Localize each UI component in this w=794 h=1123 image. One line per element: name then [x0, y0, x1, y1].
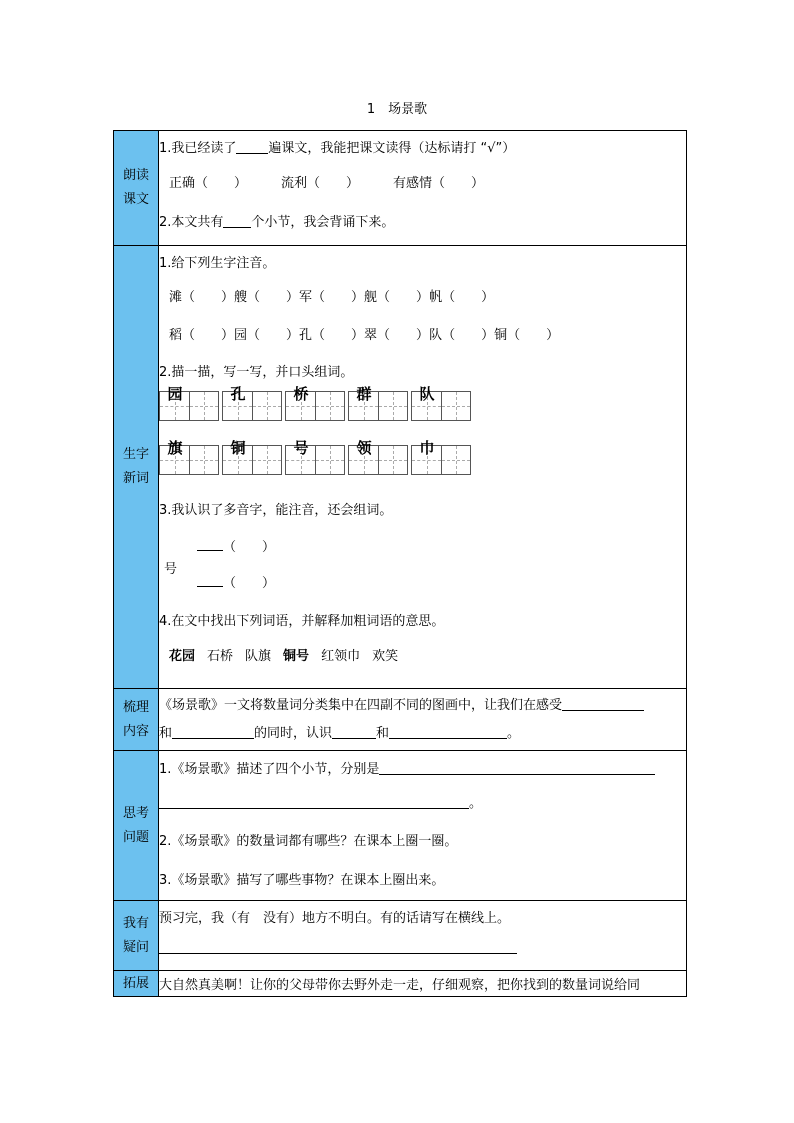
worksheet-table — [113, 130, 687, 997]
pinyin-yuan[interactable]: 园（ ） — [234, 327, 300, 343]
grid-cell-trace: 旗 — [159, 445, 189, 475]
summary-blank-3[interactable] — [332, 724, 376, 739]
summary-blank-2[interactable] — [172, 724, 254, 739]
vocab-word: 花园 — [169, 648, 196, 664]
vocab-word: 铜号 — [283, 648, 310, 664]
summary-blank-1[interactable] — [562, 696, 644, 711]
grid-cell-write[interactable] — [441, 445, 471, 475]
grid-cell-trace: 桥 — [285, 391, 315, 421]
grid-cell-trace: 铜 — [222, 445, 252, 475]
think-q3: 3.《场景歌》描写了哪些事物？在课本上圈出来。 — [159, 872, 445, 888]
doubt-blank[interactable] — [159, 939, 517, 954]
pinyin-dui[interactable]: 队（ ） — [429, 327, 495, 343]
read-q2: 2.本文共有 个小节，我会背诵下来。 — [159, 214, 395, 230]
grid-cell-write[interactable] — [378, 445, 408, 475]
writing-grid-row-1 — [159, 385, 686, 428]
read-options — [159, 161, 686, 201]
grid-cell-trace: 领 — [348, 445, 378, 475]
words-q4: 4.在文中找出下列词语，并解释加粗词语的意思。 — [159, 613, 445, 629]
option-correct[interactable]: 正确（ ） — [169, 175, 248, 191]
vocab-word: 红领巾 — [321, 648, 361, 664]
polyphone-pinyin-paren[interactable]: （ ） — [223, 576, 276, 591]
section-extend — [114, 971, 687, 997]
pinyin-jian[interactable]: 舰（ ） — [364, 289, 430, 305]
section-summary — [114, 689, 687, 751]
extend-text: 大自然真美啊！让你的父母带你去野外走一走，仔细观察，把你找到的数量词说给同 — [159, 977, 641, 993]
summary-blank-4[interactable] — [389, 724, 507, 739]
pinyin-kong[interactable]: 孔（ ） — [299, 327, 365, 343]
section-label-read: 朗读 课文 — [114, 131, 159, 246]
polyphone-answer-1 — [197, 536, 275, 555]
section-label-words: 生字 新词 — [114, 246, 159, 689]
grid-cell-trace: 孔 — [222, 391, 252, 421]
pinyin-tong[interactable]: 铜（ ） — [494, 327, 560, 343]
pinyin-cui[interactable]: 翠（ ） — [364, 327, 430, 343]
section-read — [114, 131, 687, 246]
grid-cell-write[interactable] — [252, 391, 282, 421]
section-words — [114, 246, 687, 689]
page-title: 1 场景歌 — [366, 102, 428, 117]
option-emotion[interactable]: 有感情（ ） — [393, 175, 485, 191]
option-fluent[interactable]: 流利（ ） — [281, 175, 360, 191]
grid-cell-write[interactable] — [315, 445, 345, 475]
vocab-word: 队旗 — [245, 648, 272, 664]
doubt-answer-line — [159, 931, 686, 961]
pinyin-tan[interactable]: 滩（ ） — [169, 289, 235, 305]
summary-line-1: 《场景歌》一文将数量词分类集中在四副不同的图画中，让我们在感受 — [159, 689, 686, 717]
section-label-summary: 梳理 内容 — [114, 689, 159, 751]
grid-cell-write[interactable] — [252, 445, 282, 475]
grid-cell-trace: 园 — [159, 391, 189, 421]
think-q1: 1.《场景歌》描述了四个小节，分别是 — [159, 751, 686, 783]
grid-cell-trace: 群 — [348, 391, 378, 421]
section-label-extend: 拓展 — [114, 971, 159, 997]
grid-cell-write[interactable] — [315, 391, 345, 421]
pinyin-sou[interactable]: 艘（ ） — [234, 289, 300, 305]
read-count-blank[interactable] — [236, 139, 268, 154]
think-blank-1[interactable] — [379, 760, 655, 775]
grid-cell-write[interactable] — [378, 391, 408, 421]
grid-cell-write[interactable] — [189, 391, 219, 421]
section-doubt — [114, 901, 687, 971]
polyphone-answer-2 — [197, 572, 275, 591]
think-q2: 2.《场景歌》的数量词都有哪些？在课本上圈一圈。 — [159, 833, 458, 849]
grid-cell-trace: 号 — [285, 445, 315, 475]
think-q1-cont: 。 — [159, 783, 686, 819]
grid-cell-write[interactable] — [441, 391, 471, 421]
writing-grid-row-2 — [159, 439, 686, 482]
read-q1: 1.我已经读了 遍课文，我能把课文读得（达标请打 “√”） — [159, 140, 516, 156]
polyphone-char: 号 — [164, 562, 178, 577]
grid-cell-write[interactable] — [189, 445, 219, 475]
words-q2: 2.描一描，写一写，并口头组词。 — [159, 364, 354, 380]
polyphone-word-blank[interactable] — [197, 536, 223, 551]
polyphone-block — [159, 528, 686, 604]
pinyin-row-2 — [159, 314, 686, 352]
words-q1: 1.给下列生字注音。 — [159, 255, 276, 271]
vocab-list — [159, 634, 686, 674]
summary-line-2: 和 的同时，认识 和 。 — [159, 725, 521, 741]
grid-cell-trace: 队 — [411, 391, 441, 421]
section-label-think: 思考 问题 — [114, 751, 159, 901]
polyphone-word-blank[interactable] — [197, 572, 223, 587]
vocab-word: 欢笑 — [372, 648, 399, 664]
words-q3: 3.我认识了多音字，能注音，还会组词。 — [159, 502, 393, 518]
section-think — [114, 751, 687, 901]
think-blank-2[interactable] — [159, 794, 469, 809]
vocab-word: 石桥 — [207, 648, 234, 664]
polyphone-pinyin-paren[interactable]: （ ） — [223, 540, 276, 555]
pinyin-fan[interactable]: 帆（ ） — [429, 289, 495, 305]
section-count-blank[interactable] — [223, 213, 251, 228]
pinyin-row-1 — [159, 276, 686, 314]
grid-cell-trace: 巾 — [411, 445, 441, 475]
section-label-doubt: 我有 疑问 — [114, 901, 159, 971]
doubt-text: 预习完，我（有 没有）地方不明白。有的话请写在横线上。 — [159, 910, 511, 926]
pinyin-dao[interactable]: 稻（ ） — [169, 327, 235, 343]
pinyin-jun[interactable]: 军（ ） — [299, 289, 365, 305]
